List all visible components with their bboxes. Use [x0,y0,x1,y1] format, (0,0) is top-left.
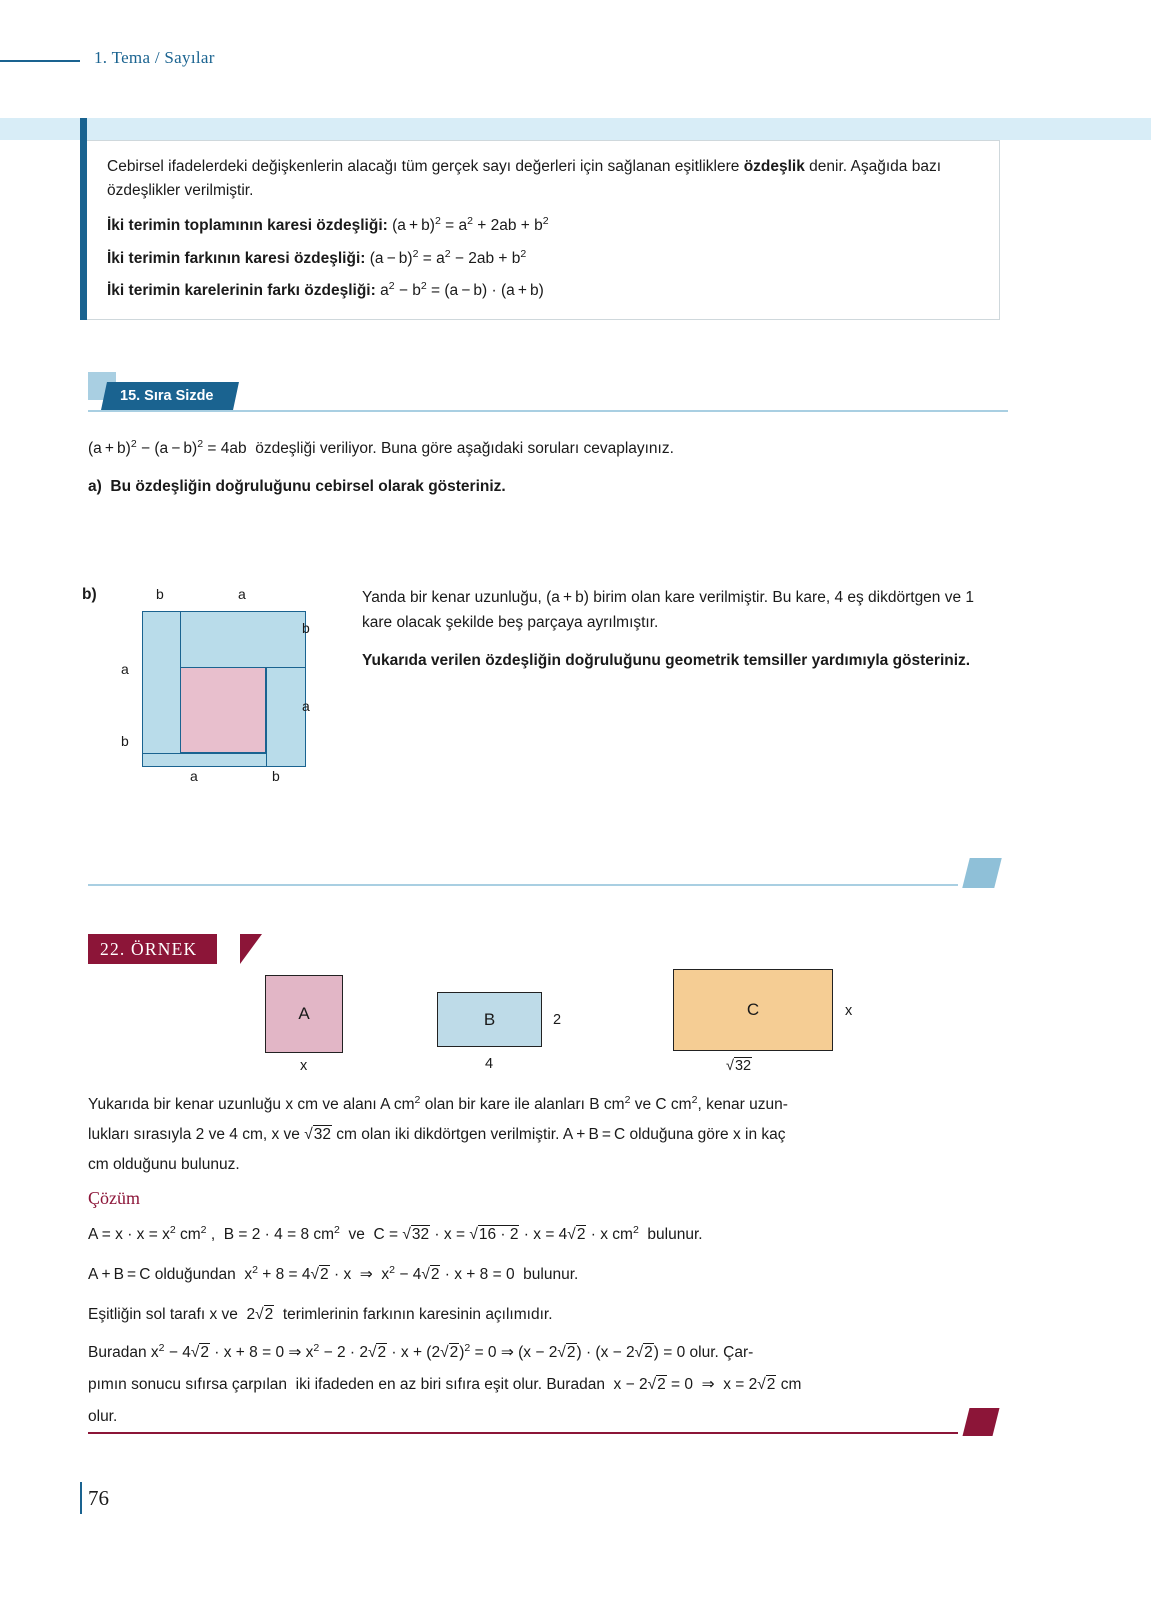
shape-b-bottom-label: 4 [485,1056,494,1072]
solution-line-3: Eşitliğin sol tarafı x ve 2√2 terimlerinin farkının karesinin açılımıdır. [88,1306,553,1323]
sira-sizde-prompt [88,436,998,461]
solution-line-4: Buradan $x^2 - 4√2 \cdot x + 8 = 0$ ⇒ $x^2 - 2 \cdot 2√2 \cdot x + (2√2)^2 = 0$ ⇒ (x − 2√2) · (x − 2√2) = 0 olur. Çar- [88,1341,754,1361]
example-statement-line-1: Yukarıda bir kenar uzunluğu x cm ve alanı A $cm^2$ olan bir kare ile alanları B $cm^2$ ve C $cm^2$, kenar uzun- [88,1093,788,1113]
example-statement-line-3: cm olduğunu bulunuz. [88,1156,240,1173]
solution-line-6: olur. [88,1408,118,1425]
figure-label-bottom-right: b [272,768,280,784]
header-rule [0,60,80,62]
question-b-marker: b) [82,586,97,603]
info-box-accent-bar [80,118,87,320]
sqrt-32-glyph: √32 [726,1058,752,1074]
solution-line-2: A + B = C olduğundan $x^2 + 8 = 4√2 \cdot x$ ⇒ $x^2 - 4√2 \cdot x + 8 = 0$ bulunur. [88,1263,579,1283]
shape-a-label: A [298,1004,310,1023]
section-divider-rule [88,884,958,886]
solution-line-5: pımın sonucu sıfırsa çarpılan iki ifadeden en az biri sıfıra eşit olur. Buradan x − 2√2 = 0 ⇒ x = 2√2 cm [88,1376,802,1393]
identity-formula-2: $(a - b)^2 = a^2 - 2ab + b^2$ [369,247,527,267]
shape-b-side-label: 2 [553,1012,562,1028]
figure-cut-bottom [142,753,267,754]
prompt-tail: özdeşliği veriliyor. Buna göre aşağıdaki soruları cevaplayınız. [250,440,674,457]
example-statement-line-2: lukları sırasıyla 2 ve 4 cm, x ve √32 cm olan iki dikdörtgen verilmiştir. A + B = C olduğuna göre x in kaç [88,1122,1004,1147]
intro-text-after: denir. Aşağıda bazı özdeşlikler verilmiştir. [107,158,942,200]
sira-sizde-badge [101,382,238,410]
figure-cut-top [180,611,181,668]
question-a-marker: a) [88,478,102,495]
prompt-formula: $(a + b)^2 - (a - b)^2 = 4ab$ [88,437,247,457]
ornek-badge [88,934,217,964]
info-box-top-band [0,118,1151,140]
figure-label-right-top: b [302,620,310,636]
intro-bold-term: özdeşlik [743,158,805,175]
shape-b-label: B [483,1009,496,1029]
figure-label-top-right: a [238,586,246,602]
shape-a [265,975,343,1053]
shape-c-side-label: x [845,1003,853,1019]
identities-info-box [80,118,1000,320]
section-divider-parallelogram [962,858,1001,888]
solution-line-1: $A = x \cdot x = x^2$ $cm^2$ , B = 2 · 4 = 8 $cm^2$ ve C = √32 · x = √16 · 2 · x = 4√2 · x $cm^2$ bulunur. [88,1223,703,1243]
figure-inner-square [180,667,266,753]
shape-a-bottom-label: x [300,1058,308,1074]
page-number: 76 [88,1486,109,1510]
info-box-intro [107,155,977,203]
info-box-body [87,140,1000,320]
pinwheel-square-figure [142,611,306,767]
breadcrumb: 1. Tema / Sayılar [94,48,215,67]
page-number-bar [80,1482,82,1514]
question-b-text-2: Yukarıda verilen özdeşliğin doğruluğunu geometrik temsiller yardımıyla gösteriniz. [362,652,971,669]
sqrt-32-inline: √32 [304,1126,331,1143]
figure-label-left-top: a [121,661,129,677]
sira-sizde-badge-label: 15. Sıra Sizde [120,388,214,404]
identity-formula-3: $a^2 - b^2 = (a - b) \cdot (a + b)$ [380,280,544,300]
page-header [0,48,1151,72]
shape-b [437,992,542,1047]
identity-label-3: İki terimin karelerinin farkı özdeşliği: [107,282,376,300]
identity-row-2 [107,248,977,270]
identity-label-2: İki terimin farkının karesi özdeşliği: [107,249,366,267]
identity-row-3 [107,280,977,302]
figure-label-right-bottom: a [302,698,310,714]
identity-row-1 [107,215,977,237]
ornek-badge-label: 22. ÖRNEK [100,939,198,959]
sira-sizde-header [88,370,1008,418]
question-a [88,474,998,499]
figure-cut-right-vert [266,667,267,767]
question-b-text-1: Yanda bir kenar uzunluğu, (a + b) birim olan kare verilmiştir. Bu kare, 4 eş dikdörtgen ve 1 kare olacak şekilde beş parçaya ayrılmıştır. [362,589,975,632]
figure-label-left-bottom: b [121,733,129,749]
footer-parallelogram [963,1408,1000,1436]
identity-label-1: İki terimin toplamının karesi özdeşliği: [107,217,388,235]
solution-heading: Çözüm [88,1188,140,1208]
sira-sizde-rule [88,410,1008,412]
figure-cut-right [266,667,306,668]
intro-text-before: Cebirsel ifadelerdeki değişkenlerin alacağı tüm gerçek sayı değerleri için sağlanan eşitliklere [107,158,744,175]
ornek-badge-notch [240,934,262,964]
shape-c-bottom-label [726,1058,752,1074]
figure-label-bottom-left: a [190,768,198,784]
figure-label-top-left: b [156,586,164,602]
footer-rule [88,1432,958,1434]
shape-c-label: C [746,1000,760,1019]
identity-formula-1: $(a + b)^2 = a^2 + 2ab + b^2$ [392,214,549,235]
shape-c [673,969,833,1051]
question-a-text: Bu özdeşliğin doğruluğunu cebirsel olarak gösteriniz. [110,478,506,495]
